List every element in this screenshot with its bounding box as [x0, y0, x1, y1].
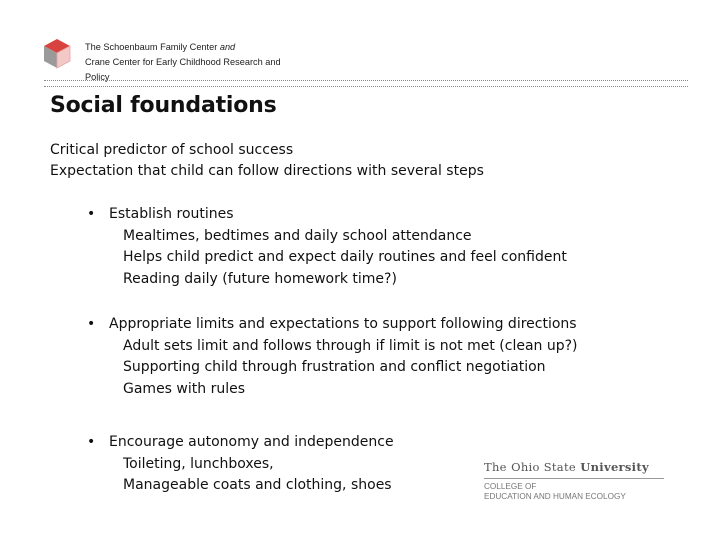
sub-item: Toileting, lunchboxes,	[123, 455, 274, 472]
header-divider-bottom	[44, 86, 688, 87]
college-name: COLLEGE OF EDUCATION AND HUMAN ECOLOGY	[484, 482, 626, 501]
bullet-block-autonomy	[87, 432, 394, 497]
cube-logo-icon	[42, 38, 72, 70]
org-line-1: The Schoenbaum Family Center and	[85, 42, 236, 52]
sub-item: Manageable coats and clothing, shoes	[123, 477, 392, 493]
bullet-heading: • Appropriate limits and expectations to support following directions	[87, 314, 578, 336]
bullet-icon: •	[87, 206, 96, 222]
sub-item: Helps child predict and expect daily routines and feel confident	[123, 249, 567, 265]
sub-item: Reading daily (future homework time?)	[123, 270, 397, 287]
intro-line: Expectation that child can follow directions with several steps	[50, 163, 484, 179]
bullet-icon: •	[87, 316, 96, 332]
university-name: The Ohio State University	[484, 460, 649, 474]
sub-item: Adult sets limit and follows through if limit is not met (clean up?)	[123, 337, 578, 354]
sub-item: Mealtimes, bedtimes and daily school attendance	[123, 227, 472, 244]
bullet-heading: • Establish routines	[87, 204, 567, 226]
org-line-3: Policy	[85, 72, 110, 82]
sub-item: Supporting child through frustration and conflict negotiation	[123, 359, 546, 375]
bullet-block-limits	[87, 314, 578, 400]
organization-name	[85, 40, 315, 85]
org-line-2: Crane Center for Early Childhood Research and	[85, 57, 281, 67]
logo-rule	[484, 478, 664, 479]
sub-item: Games with rules	[123, 380, 246, 397]
slide-title: Social foundations	[50, 93, 277, 118]
bullet-icon: •	[87, 434, 96, 450]
intro-line: Critical predictor of school success	[50, 142, 294, 158]
intro-text	[50, 140, 484, 182]
org-line-1-italic: and	[219, 42, 236, 52]
bullet-block-routines	[87, 204, 567, 290]
ohio-state-logo	[484, 460, 664, 502]
bullet-heading: • Encourage autonomy and independence	[87, 432, 394, 454]
header-divider-top	[44, 80, 688, 81]
